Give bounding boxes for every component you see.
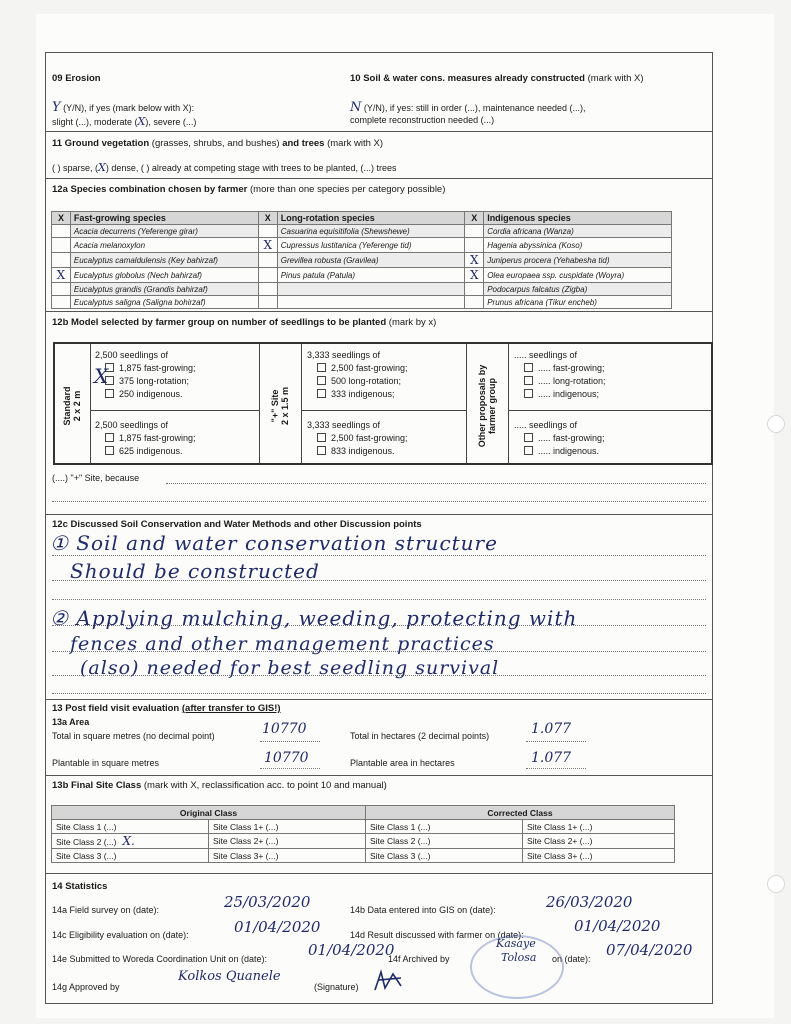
species-cell: Juniperus procera (Yehabesha tid) <box>484 253 672 268</box>
site-class-title-suffix: (mark with X, reclassification acc. to point 10 and manual) <box>143 780 387 791</box>
vegetation-line-post: ) dense, ( ) already at competing stage with trees to be planted, (...) trees <box>105 163 397 173</box>
species-table <box>51 211 672 309</box>
model-line: 2,500 fast-growing; <box>331 363 408 373</box>
model-line: ..... indigenous. <box>538 446 600 456</box>
species-cell: Eucalyptus saligna (Saligna bohirzaf) <box>70 296 258 309</box>
erosion-line2-post: ), severe (...) <box>145 117 197 127</box>
field-survey-date: 25/03/2020 <box>224 893 311 911</box>
model-line: ..... indigenous; <box>538 389 600 399</box>
site-class-cell: Site Class 1+ (...) <box>523 820 675 834</box>
soil-water-answer-line <box>350 100 585 115</box>
site-class-cell: Site Class 2+ (...) <box>209 834 366 849</box>
plus-model-a <box>307 349 408 401</box>
soil-water-title: 10 Soil & water cons. measures already constructed <box>350 73 585 84</box>
field-survey-label: 14a Field survey on (date): <box>52 905 160 915</box>
model-line: 3,333 seedlings of <box>307 420 381 430</box>
species-mark <box>52 225 71 238</box>
species-cell: Cupressus lustitanica (Yeferenge tid) <box>277 238 465 253</box>
punch-hole <box>767 875 785 893</box>
soil-water-title-line <box>350 73 644 84</box>
standard-model-a <box>95 349 196 401</box>
total-sqm-label: Total in square metres (no decimal point) <box>52 731 215 741</box>
site-class-cell: Site Class 2 (...) <box>366 834 523 849</box>
plus-site-because: (....) "+" Site, because <box>52 473 140 483</box>
post-title: 13 Post field visit evaluation <box>52 703 180 714</box>
site-class-cell: Site Class 1 (...) <box>366 820 523 834</box>
species-cell: Cordia africana (Wanza) <box>484 225 672 238</box>
species-mark <box>52 296 71 309</box>
eligibility-label: 14c Eligibility evaluation on (date): <box>52 930 189 940</box>
species-mark: X <box>465 253 484 268</box>
plantable-sqm-label: Plantable in square metres <box>52 758 160 768</box>
species-mark <box>52 283 71 296</box>
gis-entry-date: 26/03/2020 <box>546 893 633 911</box>
species-cell <box>277 283 465 296</box>
submitted-date: 01/04/2020 <box>308 941 395 959</box>
model-line: 833 indigenous. <box>331 446 395 456</box>
model-line: 3,333 seedlings of <box>307 350 381 360</box>
archived-by-2: Tolosa <box>501 951 537 964</box>
checkbox[interactable] <box>105 389 114 398</box>
site-class-cell: Site Class 3+ (...) <box>523 849 675 863</box>
model-line: 2,500 seedlings of <box>95 350 169 360</box>
species-title-line <box>52 184 445 195</box>
vegetation-line <box>52 161 397 174</box>
species-cell: Grevillea robusta (Gravilea) <box>277 253 465 268</box>
archived-on-label: on (date): <box>552 954 591 964</box>
checkbox[interactable] <box>317 446 326 455</box>
standard-label-text: Standard <box>62 386 72 426</box>
standard-size-text: 2 x 2 m <box>72 390 82 422</box>
model-line: 375 long-rotation; <box>119 376 190 386</box>
standard-model-mark: X <box>94 364 109 388</box>
model-line: ..... long-rotation; <box>538 376 606 386</box>
species-header-x: X <box>258 212 277 225</box>
vegetation-title-and: and trees <box>282 138 325 149</box>
species-header-fast: Fast-growing species <box>70 212 258 225</box>
standard-model-b <box>95 419 196 458</box>
site-class-table <box>51 805 675 863</box>
other-proposals-label <box>477 361 497 451</box>
site-class-cell: Site Class 3+ (...) <box>209 849 366 863</box>
vegetation-title-line <box>52 138 383 149</box>
species-cell: Podocarpus falcatus (Zigba) <box>484 283 672 296</box>
checkbox[interactable] <box>524 363 533 372</box>
model-line: 333 indigenous; <box>331 389 395 399</box>
model-line: ..... fast-growing; <box>538 363 605 373</box>
species-mark <box>258 283 277 296</box>
species-mark <box>465 238 484 253</box>
site-class-cell: Site Class 1 (...) <box>52 820 209 834</box>
archived-date: 07/04/2020 <box>606 941 693 959</box>
erosion-title: 09 Erosion <box>52 73 101 84</box>
checkbox[interactable] <box>524 433 533 442</box>
species-cell: Acacia decurrens (Yeferenge girar) <box>70 225 258 238</box>
result-discussed-date: 01/04/2020 <box>574 917 661 935</box>
because-line <box>52 501 706 502</box>
plus-label-text: "+" Site <box>270 389 280 423</box>
archived-by: Kasaye <box>496 937 536 950</box>
signature-label: (Signature) <box>314 982 359 992</box>
species-header-x: X <box>465 212 484 225</box>
species-cell <box>277 296 465 309</box>
checkbox[interactable] <box>105 446 114 455</box>
discussion-line: ② Applying mulching, weeding, protecting with <box>50 606 578 630</box>
checkbox[interactable] <box>105 433 114 442</box>
other-model-a <box>514 349 606 401</box>
erosion-mark: X <box>137 115 146 128</box>
corrected-class-header: Corrected Class <box>366 806 675 820</box>
plus-size-text: 2 x 1.5 m <box>280 386 290 426</box>
site-class-mark: X. <box>122 834 135 848</box>
model-line: 1,875 fast-growing; <box>119 363 196 373</box>
model-title-line <box>52 317 436 328</box>
discussion-line: fences and other management practices <box>70 633 495 655</box>
area-title: 13a Area <box>52 717 90 727</box>
result-discussed-label: 14d Result discussed with farmer on (date): <box>350 930 524 940</box>
total-ha-label: Total in hectares (2 decimal points) <box>350 731 490 741</box>
species-cell: Eucalyptus grandis (Grandis bahirzaf) <box>70 283 258 296</box>
site-class-row <box>52 834 675 849</box>
evaluation-form <box>45 52 713 1004</box>
species-header-row <box>52 212 672 225</box>
office-stamp <box>470 935 564 999</box>
species-mark <box>52 238 71 253</box>
model-line: 2,500 seedlings of <box>95 420 169 430</box>
post-title-line <box>52 703 281 714</box>
soil-water-line2: complete reconstruction needed (...) <box>350 115 495 125</box>
site-class-title: 13b Final Site Class <box>52 780 142 791</box>
model-line: ..... fast-growing; <box>538 433 605 443</box>
gis-entry-label: 14b Data entered into GIS on (date): <box>350 905 496 915</box>
soil-water-line1: (Y/N), if yes: still in order (...), maintenance needed (...), <box>363 103 586 113</box>
other-model-b <box>514 419 605 458</box>
species-cell: Acacia melanoxylon <box>70 238 258 253</box>
species-mark: X <box>258 238 277 253</box>
submitted-label: 14e Submitted to Woreda Coordination Unit on (date): <box>52 954 267 964</box>
checkbox[interactable] <box>524 376 533 385</box>
checkbox[interactable] <box>524 389 533 398</box>
species-cell: Pinus patula (Patula) <box>277 268 465 283</box>
species-row <box>52 268 672 283</box>
seedling-models-box <box>53 342 713 465</box>
soil-water-suffix: (mark with X) <box>587 73 644 84</box>
post-title-link: (after transfer to GIS!) <box>181 703 281 714</box>
species-cell: Eucalyptus globolus (Nech bahirzaf) <box>70 268 258 283</box>
species-cell: Prunus africana (Tikur encheb) <box>484 296 672 309</box>
species-mark <box>258 225 277 238</box>
site-class-header <box>52 806 675 820</box>
species-header-indigenous: Indigenous species <box>484 212 672 225</box>
site-class-cell <box>52 834 209 849</box>
site-class-cell: Site Class 2+ (...) <box>523 834 675 849</box>
model-line: ..... seedlings of <box>514 420 578 430</box>
model-line: 1,875 fast-growing; <box>119 433 196 443</box>
species-title: 12a Species combination chosen by farmer <box>52 184 248 195</box>
signature-mark <box>371 968 411 996</box>
discussion-title: 12c Discussed Soil Conservation and Water Methods and other Discussion points <box>52 519 422 530</box>
erosion-answer-line <box>52 100 194 115</box>
stats-title: 14 Statistics <box>52 881 108 892</box>
discussion-line: (also) needed for best seedling survival <box>80 657 500 679</box>
model-line: ..... seedlings of <box>514 350 578 360</box>
checkbox[interactable] <box>317 433 326 442</box>
plus-site-label <box>270 361 290 451</box>
model-line: 500 long-rotation; <box>331 376 402 386</box>
erosion-answer: Y <box>52 100 61 115</box>
site-class-cell-text: Site Class 2 (...) <box>56 837 117 847</box>
soil-water-answer: N <box>350 100 362 115</box>
vegetation-title-rest: (grasses, shrubs, and bushes) <box>151 138 280 149</box>
vegetation-title: 11 Ground vegetation <box>52 138 150 149</box>
species-cell: Casuarina equisitifolia (Shewshewe) <box>277 225 465 238</box>
species-cell: Olea europaea ssp. cuspidate (Woyra) <box>484 268 672 283</box>
site-class-row <box>52 849 675 863</box>
vegetation-mark: X <box>98 161 106 174</box>
species-mark <box>258 268 277 283</box>
checkbox[interactable] <box>317 376 326 385</box>
checkbox[interactable] <box>317 389 326 398</box>
species-row <box>52 283 672 296</box>
because-line <box>166 483 706 484</box>
site-class-cell: Site Class 3 (...) <box>52 849 209 863</box>
standard-label <box>62 361 82 451</box>
discussion-line: ① Soil and water conservation structure <box>50 531 498 555</box>
species-header-x: X <box>52 212 71 225</box>
species-mark <box>465 225 484 238</box>
species-header-long: Long-rotation species <box>277 212 465 225</box>
vegetation-line-pre: ( ) sparse, ( <box>52 163 99 173</box>
other-label-text: Other proposals by <box>477 364 487 448</box>
model-title: 12b Model selected by farmer group on number of seedlings to be planted <box>52 317 387 328</box>
plantable-sqm-value: 10770 <box>264 750 309 766</box>
archived-label: 14f Archived by <box>388 954 450 964</box>
total-ha-value: 1.077 <box>531 721 572 737</box>
model-line: 250 indigenous. <box>119 389 183 399</box>
other-label2-text: farmer group <box>487 378 497 435</box>
species-row <box>52 238 672 253</box>
site-class-title-line <box>52 780 387 791</box>
approved-label: 14g Approved by <box>52 982 120 992</box>
species-mark <box>258 253 277 268</box>
discussion-line: Should be constructed <box>70 559 320 583</box>
model-line: 625 indigenous. <box>119 446 183 456</box>
species-mark <box>52 253 71 268</box>
vegetation-title-suffix: (mark with X) <box>327 138 384 149</box>
erosion-line1: (Y/N), if yes (mark below with X): <box>63 103 195 113</box>
species-mark <box>258 296 277 309</box>
plus-model-b <box>307 419 408 458</box>
punch-hole <box>767 415 785 433</box>
species-row <box>52 225 672 238</box>
species-mark <box>465 296 484 309</box>
species-mark: X <box>465 268 484 283</box>
approved-by: Kolkos Quanele <box>178 969 281 984</box>
erosion-line2-pre: slight (...), moderate ( <box>52 117 138 127</box>
model-line: 2,500 fast-growing; <box>331 433 408 443</box>
site-class-row <box>52 820 675 834</box>
eligibility-date: 01/04/2020 <box>234 918 321 936</box>
species-cell: Eucalyptus camaldulensis (Key bahirzaf) <box>70 253 258 268</box>
species-row <box>52 253 672 268</box>
model-title-suffix: (mark by x) <box>388 317 437 328</box>
checkbox[interactable] <box>317 363 326 372</box>
erosion-line2 <box>52 115 196 128</box>
species-cell: Hagenia abyssinica (Koso) <box>484 238 672 253</box>
total-sqm-value: 10770 <box>262 721 307 737</box>
site-class-cell: Site Class 1+ (...) <box>209 820 366 834</box>
species-row <box>52 296 672 309</box>
original-class-header: Original Class <box>52 806 366 820</box>
species-title-suffix: (more than one species per category possible) <box>250 184 446 195</box>
species-mark <box>465 283 484 296</box>
plantable-ha-value: 1.077 <box>531 750 572 766</box>
species-mark: X <box>52 268 71 283</box>
site-class-cell: Site Class 3 (...) <box>366 849 523 863</box>
checkbox[interactable] <box>524 446 533 455</box>
plantable-ha-label: Plantable area in hectares <box>350 758 455 768</box>
